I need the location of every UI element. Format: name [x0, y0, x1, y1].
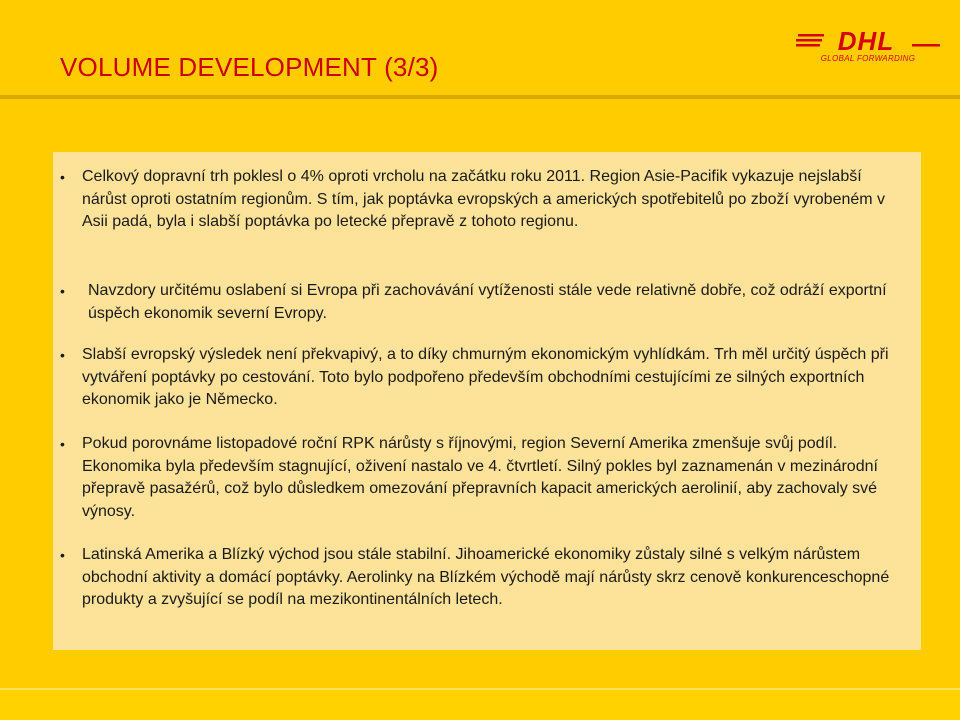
- bullet-text: Navzdory určitému oslabení si Evropa při zachovávání vytíženosti stále vede relativně dobře, což odráží exportní úspěch ekonomik severní Evropy.: [88, 282, 887, 322]
- bullet-text: Slabší evropský výsledek není překvapivý, a to díky chmurným ekonomickým vyhlídkám. Trh měl určitý úspěch při vytváření poptávky po cestování. Toto bylo podpořeno především obchodními cestujícími ze silných exportních ekonomik jako je Německo.: [82, 346, 889, 408]
- logo-brand-text: DHL: [837, 26, 895, 56]
- bullet-marker: •: [60, 436, 65, 452]
- footer-divider: [0, 688, 960, 690]
- bullet-item: [53, 433, 903, 523]
- bullet-text: Pokud porovnáme listopadové roční RPK nárůsty s říjnovými, region Severní Amerika zmenšuje svůj podíl. Ekonomika byla především stagnující, oživení nastalo ve 4. čtvrtletí. Silný pokles byl zaznamenán v mezinárodní přepravě pasažérů, což bylo důsledkem omezování přepravních kapacit amerických aerolinií, aby zachovaly své výnosy.: [82, 435, 878, 520]
- bullet-marker: •: [60, 283, 65, 299]
- bullet-item: [53, 344, 903, 412]
- footer-band: [0, 688, 960, 720]
- bullet-text: Latinská Amerika a Blízký východ jsou stále stabilní. Jihoamerické ekonomiky zůstaly silné s velkým nárůstem obchodní aktivity a domácí poptávky. Aerolinky na Blízkém východě mají nárůsty skrz cenově konkurenceschopné produkty a zvyšující se podíl na mezikontinentálních letech.: [82, 546, 890, 608]
- dhl-global-forwarding-logo: [796, 22, 942, 64]
- logo-tagline-text: GLOBAL FORWARDING: [820, 54, 916, 63]
- bullet-item: [53, 166, 903, 234]
- bullet-marker: •: [60, 347, 65, 363]
- header-divider: [0, 95, 960, 99]
- bullet-item: [53, 544, 903, 612]
- bullet-marker: •: [60, 547, 65, 563]
- bullet-text: Celkový dopravní trh poklesl o 4% oproti vrcholu na začátku roku 2011. Region Asie-Pacifik vykazuje nejslabší nárůst oproti ostatním regionům. S tím, jak poptávka evropských a amerických spotřebitelů po zboží vyrobeném v Asii padá, byla i slabší poptávka po letecké přepravě z tohoto regionu.: [82, 168, 886, 230]
- content-box: [53, 152, 921, 650]
- bullet-marker: •: [60, 169, 65, 185]
- slide-title: VOLUME DEVELOPMENT (3/3): [60, 52, 439, 82]
- bullet-item: [53, 280, 903, 325]
